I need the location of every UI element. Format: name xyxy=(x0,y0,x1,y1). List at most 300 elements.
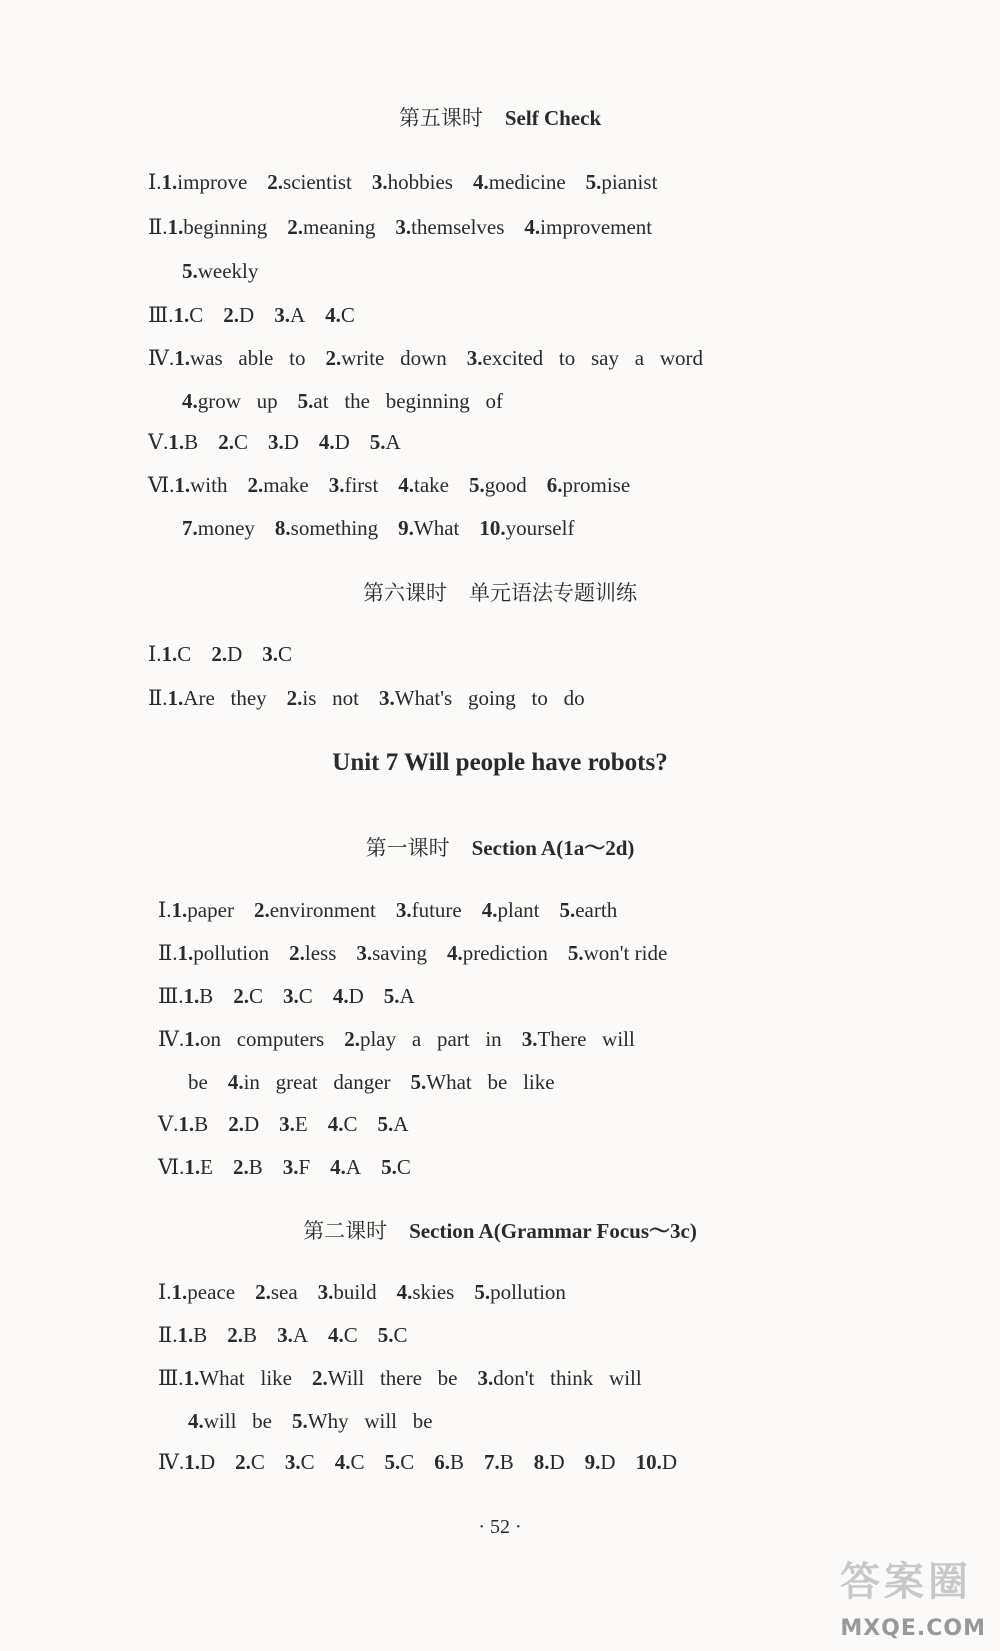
item-number: 3. xyxy=(317,1280,334,1304)
item-number: 3. xyxy=(371,170,388,194)
answer-item xyxy=(298,389,503,413)
item-number: 5. xyxy=(567,941,584,965)
item-number: 2. xyxy=(218,430,234,454)
item-number: 5. xyxy=(383,984,400,1008)
item-number: 1. xyxy=(183,984,200,1008)
item-answer: B xyxy=(194,1112,209,1136)
answer-item xyxy=(168,215,268,239)
item-number: 5. xyxy=(369,430,386,454)
answer-item xyxy=(172,898,234,922)
item-answer: C xyxy=(250,1450,265,1474)
answer-item xyxy=(283,984,313,1008)
item-answer: D xyxy=(334,430,350,454)
item-answer: What be like xyxy=(426,1070,555,1094)
answer-item xyxy=(325,346,446,370)
answer-item xyxy=(484,1450,514,1474)
item-number: 1. xyxy=(171,898,188,922)
item-answer: hobbies xyxy=(387,170,453,194)
item-answer: weekly xyxy=(197,259,259,283)
answer-item xyxy=(335,1450,365,1474)
item-number: 3. xyxy=(395,898,412,922)
item-answer: Why will be xyxy=(307,1409,433,1433)
item-answer: D xyxy=(661,1450,678,1474)
item-answer: something xyxy=(290,516,379,540)
item-answer: C xyxy=(300,1450,315,1474)
answer-item xyxy=(379,686,585,710)
item-answer: B xyxy=(193,1323,208,1347)
item-answer: paper xyxy=(187,898,234,922)
answer-item xyxy=(534,1450,565,1474)
item-answer: C xyxy=(277,642,292,666)
roman-numeral: Ⅲ. xyxy=(148,303,174,327)
item-answer: E xyxy=(294,1112,308,1136)
roman-numeral: Ⅱ. xyxy=(158,941,178,965)
answer-item xyxy=(482,898,540,922)
item-answer: D xyxy=(549,1450,565,1474)
answer-item xyxy=(411,1070,555,1094)
answer-item xyxy=(384,984,415,1008)
item-number: 1. xyxy=(167,215,184,239)
answer-item xyxy=(330,1155,361,1179)
item-answer: beginning xyxy=(183,215,268,239)
item-number: 5. xyxy=(381,1155,397,1179)
heading-title: 单元语法专题训练 xyxy=(469,581,637,605)
item-answer: What's going to do xyxy=(394,686,585,710)
heading-lesson: 第一课时 xyxy=(365,836,450,860)
item-answer: excited to say a word xyxy=(482,346,703,370)
item-number: 2. xyxy=(344,1027,360,1051)
item-answer: C xyxy=(350,1450,365,1474)
roman-numeral: Ⅳ. xyxy=(148,346,175,370)
answer-item xyxy=(168,686,267,710)
answer-line xyxy=(158,1452,697,1473)
heading-lesson: 第六课时 xyxy=(363,581,447,605)
item-number: 5. xyxy=(410,1070,427,1094)
answer-item xyxy=(233,1155,263,1179)
item-answer: Will there be xyxy=(327,1366,458,1390)
answer-item xyxy=(182,389,278,413)
heading-title: Self Check xyxy=(504,106,602,130)
roman-numeral: Ⅰ. xyxy=(158,898,172,922)
item-answer: D xyxy=(239,303,255,327)
item-answer: take xyxy=(414,473,450,497)
roman-numeral: Ⅰ. xyxy=(148,642,162,666)
item-number: 9. xyxy=(584,1450,601,1474)
answer-item xyxy=(228,1112,259,1136)
item-number: 1. xyxy=(173,303,190,327)
item-answer: themselves xyxy=(411,215,505,239)
answer-line xyxy=(148,305,375,326)
item-answer: saving xyxy=(372,941,427,965)
item-number: 1. xyxy=(174,346,190,370)
answer-item xyxy=(162,170,248,194)
item-number: 2. xyxy=(289,941,305,965)
roman-numeral: Ⅱ. xyxy=(148,686,168,710)
item-answer: in great danger xyxy=(243,1070,391,1094)
answer-item xyxy=(372,170,453,194)
item-answer: F xyxy=(298,1155,311,1179)
answer-item xyxy=(586,170,658,194)
item-number: 1. xyxy=(184,1450,200,1474)
answer-item xyxy=(636,1450,677,1474)
answer-item xyxy=(329,473,379,497)
answer-item xyxy=(469,473,527,497)
item-number: 2. xyxy=(228,1112,244,1136)
answer-item xyxy=(178,1112,208,1136)
answer-item xyxy=(370,430,401,454)
answer-item xyxy=(333,984,364,1008)
answer-item xyxy=(522,1027,635,1051)
item-number: 1. xyxy=(177,1323,194,1347)
item-answer: good xyxy=(484,473,527,497)
item-number: 2. xyxy=(255,1280,271,1304)
item-answer: A xyxy=(289,303,306,327)
answer-line xyxy=(188,1411,453,1432)
section-heading xyxy=(0,108,1000,129)
answer-item xyxy=(479,516,574,540)
item-answer: won't ride xyxy=(583,941,668,965)
answer-item xyxy=(395,215,504,239)
answer-line xyxy=(158,1029,655,1050)
item-answer: make xyxy=(263,473,309,497)
item-answer: C xyxy=(189,303,204,327)
item-number: 3. xyxy=(279,1112,295,1136)
item-answer: B xyxy=(499,1450,514,1474)
answer-item xyxy=(287,686,359,710)
answer-item xyxy=(275,516,378,540)
item-answer: C xyxy=(393,1323,408,1347)
answer-line xyxy=(158,986,435,1007)
roman-numeral: Ⅰ. xyxy=(148,170,162,194)
item-answer: skies xyxy=(412,1280,455,1304)
answer-line xyxy=(158,900,637,921)
answer-item xyxy=(289,941,336,965)
answer-line xyxy=(148,688,605,709)
item-answer: pollution xyxy=(490,1280,566,1304)
item-number: 5. xyxy=(474,1280,491,1304)
item-number: 3. xyxy=(395,215,412,239)
item-number: 4. xyxy=(330,1155,346,1179)
item-answer: C xyxy=(340,303,355,327)
answer-line xyxy=(182,261,278,282)
item-number: 5. xyxy=(384,1450,401,1474)
roman-numeral: Ⅴ. xyxy=(158,1112,179,1136)
item-answer: C xyxy=(343,1323,358,1347)
answer-item xyxy=(178,1323,208,1347)
item-answer: D xyxy=(243,1112,260,1136)
item-answer: D xyxy=(348,984,364,1008)
answer-item xyxy=(267,170,352,194)
item-number: 3. xyxy=(328,473,345,497)
item-number: 3. xyxy=(277,1323,293,1347)
watermark-cn: 答案圈 xyxy=(840,1559,972,1605)
item-number: 2. xyxy=(286,686,303,710)
answer-item xyxy=(325,303,355,327)
answer-item xyxy=(188,1409,272,1433)
item-answer: pollution xyxy=(193,941,270,965)
roman-numeral: Ⅲ. xyxy=(158,984,184,1008)
item-number: 3. xyxy=(466,346,483,370)
item-answer: C xyxy=(396,1155,411,1179)
item-number: 3. xyxy=(356,941,373,965)
answer-item xyxy=(218,430,248,454)
answer-item xyxy=(172,1280,236,1304)
roman-numeral: Ⅳ. xyxy=(158,1027,185,1051)
section-heading xyxy=(0,583,1000,604)
item-number: 2. xyxy=(232,1155,249,1179)
item-answer: don't think will xyxy=(493,1366,642,1390)
item-number: 2. xyxy=(311,1366,328,1390)
item-number: 1. xyxy=(171,1280,188,1304)
answer-item xyxy=(287,215,375,239)
answer-line xyxy=(148,475,650,496)
item-answer: scientist xyxy=(283,170,352,194)
item-number: 4. xyxy=(327,1323,344,1347)
roman-numeral: Ⅵ. xyxy=(158,1155,185,1179)
item-number: 1. xyxy=(184,1155,201,1179)
item-number: 5. xyxy=(469,473,485,497)
item-answer: medicine xyxy=(488,170,566,194)
item-answer: D xyxy=(283,430,299,454)
item-answer: B xyxy=(199,984,214,1008)
answer-item xyxy=(247,473,308,497)
item-answer: with xyxy=(190,473,228,497)
answer-item xyxy=(227,1323,257,1347)
answer-item xyxy=(174,303,204,327)
item-answer: A xyxy=(292,1323,308,1347)
item-answer: B xyxy=(243,1323,258,1347)
answer-item xyxy=(328,1323,358,1347)
answer-item xyxy=(255,1280,298,1304)
item-answer: earth xyxy=(575,898,618,922)
item-answer: improve xyxy=(177,170,248,194)
item-answer: What xyxy=(413,516,460,540)
answer-item xyxy=(211,642,242,666)
item-answer: environment xyxy=(269,898,376,922)
item-number: 1. xyxy=(178,1112,195,1136)
item-number: 4. xyxy=(398,473,415,497)
answer-item xyxy=(184,1155,213,1179)
item-number: 3. xyxy=(282,1155,299,1179)
item-answer: C xyxy=(233,430,248,454)
item-answer: B xyxy=(449,1450,464,1474)
item-answer: A xyxy=(393,1112,409,1136)
item-answer: Are they xyxy=(183,686,267,710)
item-number: 1. xyxy=(174,473,191,497)
item-number: 4. xyxy=(481,898,498,922)
item-answer: There will xyxy=(537,1027,635,1051)
answer-item xyxy=(473,170,566,194)
answer-item xyxy=(279,1112,308,1136)
item-answer: E xyxy=(200,1155,213,1179)
item-number: 4. xyxy=(325,303,341,327)
item-answer: C xyxy=(177,642,192,666)
item-number: 4. xyxy=(318,430,335,454)
answer-item xyxy=(182,259,258,283)
item-number: 3. xyxy=(274,303,290,327)
answer-line xyxy=(158,1157,431,1178)
item-answer: be xyxy=(188,1070,208,1094)
item-answer: plant xyxy=(497,898,540,922)
answer-line xyxy=(158,943,687,964)
item-number: 1. xyxy=(183,1366,200,1390)
item-number: 2. xyxy=(325,346,342,370)
item-number: 7. xyxy=(182,516,198,540)
answer-item xyxy=(398,473,449,497)
answer-line xyxy=(158,1325,428,1346)
answer-item xyxy=(262,642,292,666)
item-answer: play a part in xyxy=(359,1027,502,1051)
item-number: 5. xyxy=(182,259,198,283)
section-heading xyxy=(0,1221,1000,1242)
item-answer: C xyxy=(249,984,264,1008)
answer-item xyxy=(398,516,459,540)
item-number: 1. xyxy=(177,941,194,965)
item-number: 4. xyxy=(327,1112,344,1136)
item-answer: on computers xyxy=(199,1027,325,1051)
item-number: 4. xyxy=(524,215,541,239)
item-answer: was able to xyxy=(189,346,306,370)
answer-item xyxy=(447,941,548,965)
item-number: 3. xyxy=(521,1027,538,1051)
answer-line xyxy=(148,644,312,665)
heading-lesson: 第五课时 xyxy=(398,106,483,130)
item-number: 2. xyxy=(253,898,270,922)
item-number: 1. xyxy=(184,1027,200,1051)
item-number: 3. xyxy=(283,984,299,1008)
item-number: 3. xyxy=(477,1366,494,1390)
answer-line xyxy=(158,1114,428,1135)
answer-item xyxy=(328,1112,358,1136)
item-number: 3. xyxy=(379,686,395,710)
answer-item xyxy=(381,1155,411,1179)
item-number: 5. xyxy=(585,170,602,194)
item-answer: meaning xyxy=(303,215,376,239)
answer-item xyxy=(524,215,652,239)
item-number: 3. xyxy=(262,642,278,666)
item-number: 4. xyxy=(332,984,349,1008)
item-answer: money xyxy=(197,516,255,540)
answer-line xyxy=(148,217,672,238)
item-answer: B xyxy=(184,430,199,454)
answer-item xyxy=(384,1450,414,1474)
item-number: 10. xyxy=(479,516,506,540)
answer-item xyxy=(319,430,350,454)
item-number: 2. xyxy=(287,215,304,239)
item-number: 5. xyxy=(377,1323,394,1347)
answer-item xyxy=(478,1366,642,1390)
item-number: 4. xyxy=(188,1409,204,1433)
answer-item xyxy=(184,984,214,1008)
answer-item xyxy=(188,1070,208,1094)
answer-item xyxy=(292,1409,433,1433)
item-number: 5. xyxy=(297,389,314,413)
item-answer: A xyxy=(399,984,415,1008)
roman-numeral: Ⅲ. xyxy=(158,1366,184,1390)
answer-line xyxy=(182,518,594,539)
answer-item xyxy=(397,1280,455,1304)
item-answer: is not xyxy=(302,686,360,710)
item-number: 4. xyxy=(334,1450,351,1474)
item-answer: less xyxy=(304,941,337,965)
answer-item xyxy=(467,346,703,370)
answer-item xyxy=(283,1155,310,1179)
item-number: 2. xyxy=(235,1450,251,1474)
item-number: 5. xyxy=(292,1409,308,1433)
answer-item xyxy=(168,430,198,454)
answer-item xyxy=(559,898,617,922)
answer-line xyxy=(182,391,523,412)
answer-item xyxy=(285,1450,315,1474)
answer-line xyxy=(148,172,677,193)
answer-item xyxy=(312,1366,458,1390)
item-answer: D xyxy=(199,1450,216,1474)
item-answer: A xyxy=(345,1155,362,1179)
item-number: 2. xyxy=(267,170,284,194)
item-answer: yourself xyxy=(505,516,575,540)
answer-item xyxy=(184,1027,324,1051)
item-answer: at the beginning of xyxy=(313,389,503,413)
item-answer: promise xyxy=(562,473,631,497)
answer-item xyxy=(228,1070,391,1094)
item-number: 1. xyxy=(168,430,185,454)
item-answer: improvement xyxy=(540,215,653,239)
item-number: 9. xyxy=(398,516,414,540)
answer-item xyxy=(318,1280,377,1304)
item-number: 8. xyxy=(274,516,291,540)
answer-item xyxy=(268,430,299,454)
item-answer: A xyxy=(385,430,401,454)
item-number: 4. xyxy=(446,941,463,965)
heading-lesson: 第二课时 xyxy=(303,1219,388,1243)
heading-title: Section A(1a～2d) xyxy=(471,836,635,860)
item-number: 2. xyxy=(233,984,250,1008)
answer-item xyxy=(233,984,263,1008)
item-answer: first xyxy=(344,473,379,497)
answer-line xyxy=(158,1368,662,1389)
item-answer: B xyxy=(248,1155,263,1179)
roman-numeral: Ⅱ. xyxy=(148,215,168,239)
page-number: · 52 · xyxy=(478,1516,522,1538)
answer-item xyxy=(547,473,630,497)
item-number: 3. xyxy=(284,1450,301,1474)
answer-item xyxy=(235,1450,265,1474)
answer-item xyxy=(434,1450,464,1474)
item-answer: build xyxy=(333,1280,377,1304)
answer-item xyxy=(184,1366,292,1390)
item-answer: future xyxy=(411,898,462,922)
answer-item xyxy=(274,303,305,327)
item-answer: write down xyxy=(341,346,447,370)
answer-item xyxy=(356,941,427,965)
item-answer: D xyxy=(227,642,243,666)
item-answer: C xyxy=(343,1112,358,1136)
item-answer: D xyxy=(600,1450,616,1474)
item-answer: pianist xyxy=(601,170,658,194)
answer-item xyxy=(277,1323,308,1347)
item-number: 4. xyxy=(182,389,198,413)
item-number: 1. xyxy=(167,686,184,710)
item-number: 10. xyxy=(635,1450,662,1474)
answer-item xyxy=(344,1027,501,1051)
item-number: 4. xyxy=(472,170,489,194)
item-answer: C xyxy=(298,984,313,1008)
answer-item xyxy=(182,516,255,540)
item-answer: prediction xyxy=(462,941,548,965)
item-number: 6. xyxy=(434,1450,450,1474)
answer-item xyxy=(174,346,305,370)
item-number: 2. xyxy=(227,1323,244,1347)
